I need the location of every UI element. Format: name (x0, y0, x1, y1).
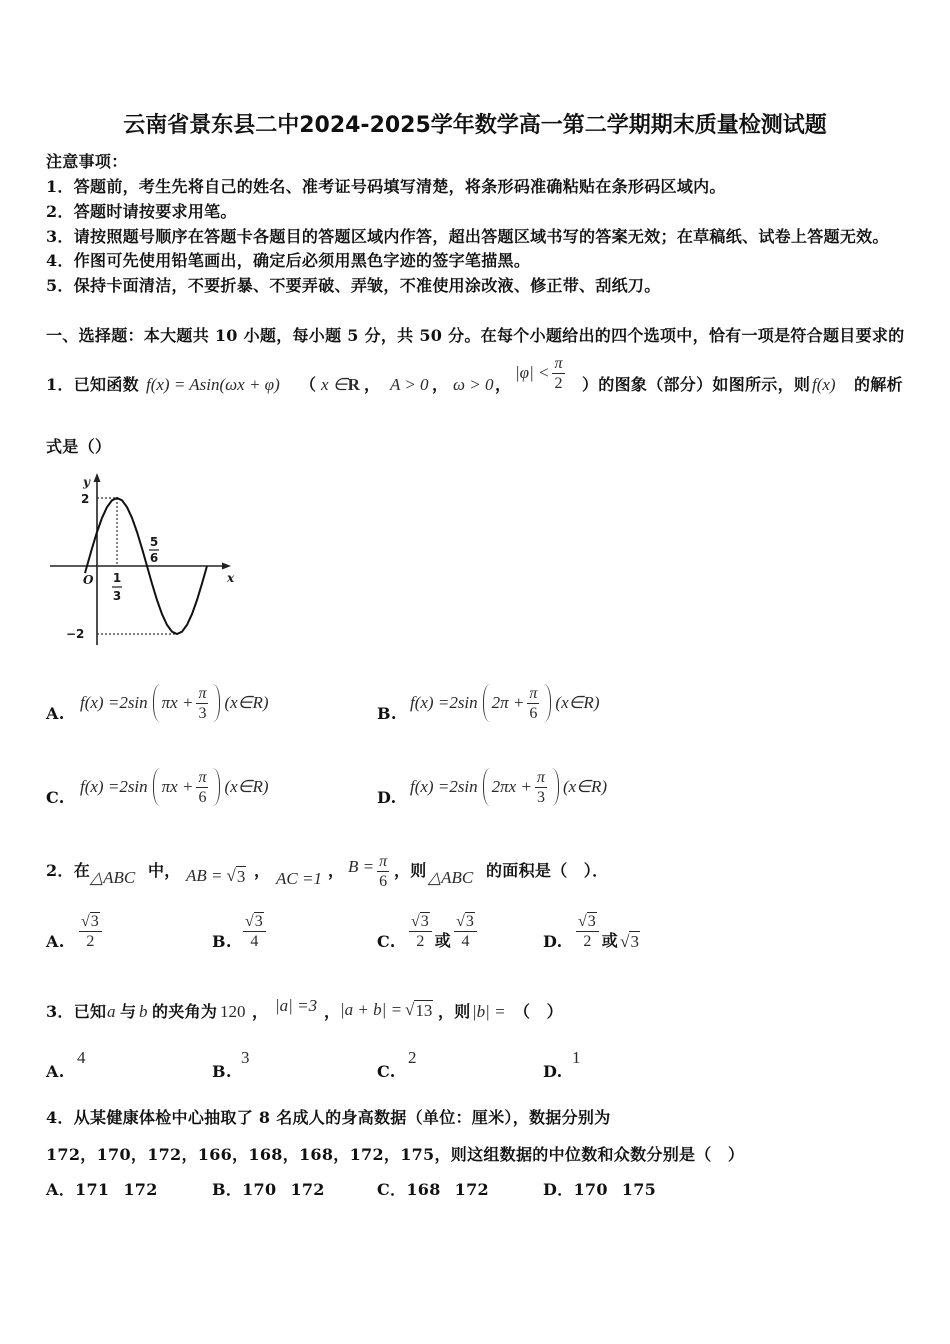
q2-ze: ，则 (394, 861, 427, 880)
radicand: 3 (630, 932, 639, 951)
left-paren (483, 768, 490, 806)
q1-cond-phi-lhs: |φ| < (515, 363, 550, 382)
q3-comma-2: ， (324, 1002, 341, 1021)
q3-number: 3．已知 (46, 1002, 107, 1021)
sqrt-value (620, 932, 640, 952)
q1-comma-3: ， (495, 375, 512, 394)
q1-paren-open: （ (300, 375, 317, 394)
q1-tail: 的解析 (854, 375, 903, 394)
q1-cond-phi-fraction (552, 355, 564, 392)
fraction-numerator: π (198, 768, 207, 786)
radicand: 3 (254, 912, 263, 930)
q1-stem (0, 354, 950, 408)
peak-x-numerator: 1 (112, 571, 122, 585)
max-value-label: 2 (81, 492, 90, 506)
q1-options-row-2 (0, 765, 950, 809)
x-axis-arrow (222, 563, 231, 570)
q1-option-a-formula (80, 681, 269, 725)
option-mode: 172 (454, 1180, 489, 1199)
q3-option-b-value: 3 (241, 1048, 250, 1067)
radicand: 3 (90, 912, 99, 930)
left-paren (153, 768, 160, 806)
radicand: 3 (465, 912, 474, 930)
zero-x-numerator: 5 (149, 535, 159, 549)
q3-option-c-value: 2 (408, 1048, 417, 1067)
formula-inner: πx + (161, 693, 194, 712)
q1-option-b-formula (410, 681, 599, 725)
q3-option-a-value: 4 (77, 1048, 86, 1067)
formula-inner: πx + (161, 777, 194, 796)
q4-stem-line-2: 172，170，172，166，168，168，172，175，则这组数据的中位数和众数分别是（ ） (46, 1145, 745, 1164)
fraction-numerator: π (536, 768, 545, 786)
fraction-denominator: 6 (529, 704, 538, 722)
fraction-denominator: 2 (86, 932, 95, 950)
q2-option-c-value (406, 905, 480, 957)
notice-item-4: 4．作图可先使用铅笔画出，确定后必须用黑色字迹的签字笔描黑。 (46, 251, 531, 270)
right-paren (544, 684, 551, 722)
q3-options (0, 1048, 950, 1084)
q4-option-b (212, 1182, 325, 1198)
q1-domain-var: x ∈ (321, 375, 348, 394)
q1-options-row-1 (0, 681, 950, 725)
sqrt-fraction (243, 913, 266, 950)
q3-stem (0, 990, 950, 1034)
q1-function: f(x) = Asin(ωx + φ) (146, 375, 280, 394)
option-mode: 175 (621, 1180, 657, 1199)
q1-option-c-formula (80, 765, 269, 809)
formula-domain: (x∈R) (224, 777, 269, 796)
q2-option-a-value (76, 905, 105, 957)
q2-angle-b (348, 848, 392, 894)
sqrt-sign: √ (456, 912, 465, 930)
q2-tail: 的面积是（ ）． (486, 861, 609, 880)
q1-domain-set: R (347, 375, 360, 394)
formula-prefix: f(x) =2sin (410, 693, 478, 712)
q1-domain (321, 362, 360, 408)
formula-domain: (x∈R) (555, 693, 600, 712)
fraction-denominator: 4 (250, 932, 259, 950)
formula-domain: (x∈R) (224, 693, 269, 712)
sqrt-sign: √ (411, 912, 420, 930)
q2-ab (186, 853, 246, 899)
q3-option-d-letter: D. (543, 1062, 563, 1081)
y-axis-label: y (83, 475, 90, 489)
formula-domain: (x∈R) (562, 777, 608, 796)
exam-title: 云南省景东县二中2024-2025学年数学高一第二学期期末质量检测试题 (123, 113, 827, 138)
fraction-denominator: 3 (536, 788, 545, 806)
fraction-denominator: 3 (198, 704, 207, 722)
option-mode: 172 (123, 1180, 158, 1199)
q1-tail-line2: 式是（） (46, 437, 112, 456)
q4-option-c (377, 1182, 489, 1198)
fraction-numerator (576, 913, 599, 932)
q2-option-b-letter: B. (212, 932, 232, 951)
fraction-numerator: π (198, 684, 207, 702)
q2-stem (0, 848, 950, 894)
sqrt-sign: √ (81, 912, 90, 930)
formula-fraction (196, 769, 208, 806)
q1-cond-a: A > 0 (390, 375, 429, 394)
q1-function-ref: f(x) (812, 375, 836, 394)
fraction-numerator: π (379, 852, 388, 870)
sqrt-fraction (454, 913, 477, 950)
formula-prefix: f(x) =2sin (410, 777, 478, 796)
q2-option-d-value (573, 905, 640, 957)
sqrt-sign: √ (405, 1000, 415, 1019)
radicand: 3 (420, 912, 429, 930)
min-value-label: −2 (66, 627, 85, 641)
q2-angle-b-lhs: B = (348, 857, 375, 876)
option-mode: 172 (290, 1180, 325, 1199)
q4-option-d (543, 1182, 656, 1198)
q1-middle-text: ）的图象（部分）如图所示，则 (582, 375, 811, 394)
x-axis-label: x (227, 571, 235, 585)
zero-x-denominator: 6 (149, 551, 159, 565)
q1-option-a-letter: A. (46, 704, 65, 723)
q2-comma-2: ， (328, 861, 345, 880)
formula-inner: 2π + (491, 693, 525, 712)
q2-comma-1: ， (254, 861, 271, 880)
q2-options (0, 905, 950, 957)
q3-option-a-letter: A. (46, 1062, 65, 1081)
fraction-numerator: π (529, 684, 538, 702)
fraction-denominator: 4 (461, 932, 470, 950)
q2-option-d-letter: D. (543, 932, 563, 951)
fraction-denominator: 6 (379, 872, 388, 890)
q3-angle-text: 的夹角为 (152, 1002, 218, 1021)
formula-fraction (535, 769, 547, 806)
fraction-numerator (243, 913, 266, 932)
q3-option-c-letter: C. (377, 1062, 396, 1081)
peak-x-denominator: 3 (112, 589, 122, 603)
q4-option-a (46, 1182, 158, 1198)
q2-zhong: 中， (148, 861, 181, 880)
formula-fraction (196, 685, 208, 722)
q2-number: 2．在 (46, 861, 91, 880)
q2-ab-radicand: 3 (236, 866, 246, 886)
sqrt-sign: √ (578, 912, 587, 930)
fraction-numerator (454, 913, 477, 932)
q3-norm-b: |b| = (472, 1002, 506, 1021)
q3-vector-a: a (107, 1002, 116, 1021)
notice-item-3: 3．请按照题号顺序在答题卡各题目的答题区域内作答，超出答题区域书写的答案无效；在草稿纸、试卷上答题无效。 (46, 227, 889, 246)
q2-angle-b-fraction (377, 853, 389, 890)
left-paren (483, 684, 490, 722)
option-median: 170 (242, 1180, 277, 1199)
q1-cond-omega: ω > 0 (453, 375, 494, 394)
q1-option-d-letter: D. (377, 788, 397, 807)
option-letter: D． (543, 1180, 574, 1199)
q3-norm-sum-radicand: 13 (415, 1000, 433, 1020)
q3-norm-sum-lhs: |a + b| = (340, 1000, 403, 1019)
sqrt-fraction (576, 913, 599, 950)
q1-function-graph (40, 465, 250, 650)
fraction-denominator: 2 (583, 932, 592, 950)
q1-option-d-formula (410, 765, 607, 809)
q2-triangle-2: △ABC (428, 868, 474, 887)
q1-number: 1．已知函数 (46, 375, 139, 394)
option-letter: C． (377, 1180, 407, 1199)
sqrt-sign: √ (245, 912, 254, 930)
q1-comma-2: ， (432, 375, 449, 394)
sqrt-sign: √ (226, 866, 236, 885)
q3-option-b-letter: B. (212, 1062, 232, 1081)
q3-angle: 120 (220, 1002, 246, 1021)
notice-item-5: 5．保持卡面清洁，不要折暴、不要弄破、弄皱，不准使用涂改液、修正带、刮纸刀。 (46, 276, 661, 295)
notice-heading: 注意事项： (46, 152, 128, 171)
fraction-numerator (79, 913, 102, 932)
section-heading: 一、选择题：本大题共 10 小题，每小题 5 分，共 50 分。在每个小题给出的四个选项中，恰有一项是符合题目要求的 (46, 326, 905, 345)
notice-item-2: 2．答题时请按要求用笔。 (46, 202, 237, 221)
option-median: 168 (406, 1180, 441, 1199)
q2-triangle-1: △ABC (90, 868, 136, 887)
q2-option-a-letter: A. (46, 932, 65, 951)
q3-ze: ，则 (438, 1002, 471, 1021)
q3-blank: （ ） (514, 1002, 563, 1021)
right-paren (213, 768, 220, 806)
fraction-denominator: 2 (416, 932, 425, 950)
q3-option-d-value: 1 (572, 1048, 581, 1067)
q3-norm-a: |a| =3 (275, 996, 318, 1015)
radicand: 3 (587, 912, 596, 930)
or-word: 或 (601, 931, 619, 950)
fraction-denominator: 2 (554, 374, 563, 392)
right-paren (552, 768, 559, 806)
q1-option-b-letter: B. (377, 704, 397, 723)
origin-label: O (83, 573, 94, 587)
q2-option-c-letter: C. (377, 932, 396, 951)
option-letter: A． (46, 1180, 76, 1199)
left-paren (153, 684, 160, 722)
q2-ab-lhs: AB = (186, 866, 223, 885)
formula-inner: 2πx + (491, 777, 532, 796)
or-word: 或 (434, 931, 452, 950)
q1-option-c-letter: C. (46, 788, 65, 807)
notice-item-1: 1．答题前，考生先将自己的姓名、准考证号码填写清楚，将条形码准确粘贴在条形码区域内。 (46, 177, 726, 196)
q4-stem-line-1: 4．从某健康体检中心抽取了 8 名成人的身高数据（单位：厘米），数据分别为 (46, 1108, 611, 1127)
sqrt-fraction (79, 913, 102, 950)
q1-cond-phi (515, 350, 568, 396)
formula-prefix: f(x) =2sin (80, 693, 148, 712)
option-median: 171 (75, 1180, 110, 1199)
q3-yu: 与 (120, 1002, 137, 1021)
option-letter: B． (212, 1180, 243, 1199)
sqrt-fraction (409, 913, 432, 950)
q1-comma-1: ， (364, 375, 381, 394)
fraction-denominator: 6 (198, 788, 207, 806)
q2-ac: AC =1 (276, 869, 322, 888)
fraction-numerator: π (554, 354, 563, 372)
y-axis-arrow (94, 473, 101, 482)
q3-norm-sum (340, 988, 433, 1032)
q3-comma-1: ， (252, 1002, 269, 1021)
sqrt-sign: √ (620, 932, 630, 951)
q3-vector-b: b (139, 1002, 148, 1021)
q2-option-b-value (240, 905, 269, 957)
fraction-numerator (409, 913, 432, 932)
formula-fraction (527, 685, 539, 722)
formula-prefix: f(x) =2sin (80, 777, 148, 796)
right-paren (213, 684, 220, 722)
option-median: 170 (573, 1180, 608, 1199)
